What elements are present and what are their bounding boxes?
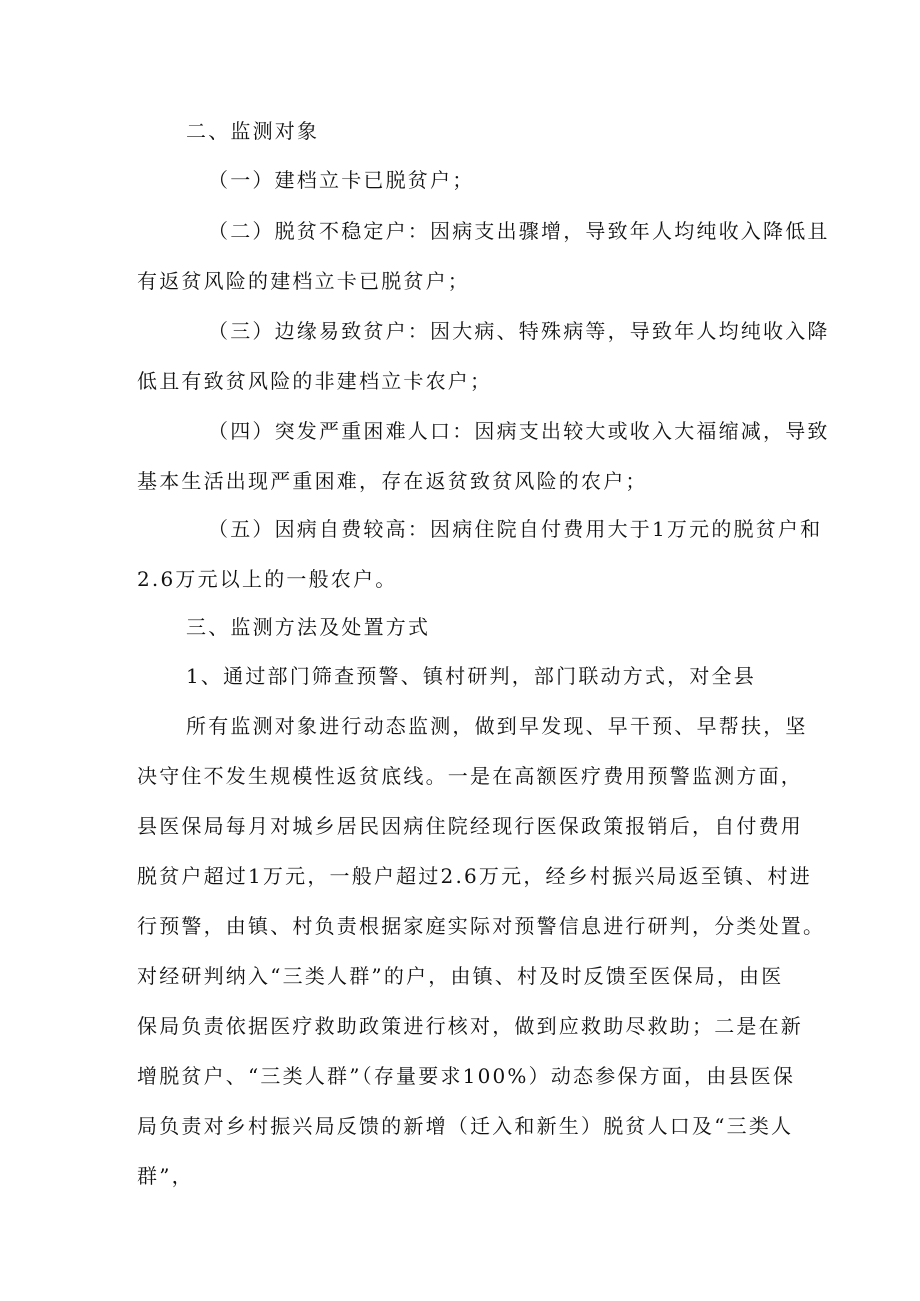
paragraph-line-2: 所有监测对象进行动态监测，做到早发现、早干预、早帮扶，坚: [186, 714, 808, 738]
paragraph-line-5: 脱贫户超过1万元，一般户超过2.6万元，经乡村振兴局返至镇、村进: [137, 864, 812, 888]
paragraph-line-10: 局负责对乡村振兴局反馈的新增（迁入和新生）脱贫人口及“三类人: [137, 1114, 794, 1138]
list-item-3-line-1: （三）边缘易致贫户：因大病、特殊病等，导致年人均纯收入降: [208, 319, 830, 343]
section-heading-monitoring-targets: 二、监测对象: [186, 119, 320, 143]
paragraph-line-7: 对经研判纳入“三类人群”的户，由镇、村及时反馈至医保局，由医: [137, 964, 784, 988]
paragraph-line-6: 行预警，由镇、村负责根据家庭实际对预警信息进行研判，分类处置。: [137, 914, 826, 938]
list-item-1: （一）建档立卡已脱贫户；: [208, 168, 475, 192]
paragraph-line-8: 保局负责依据医疗救助政策进行核对，做到应救助尽救助；二是在新: [137, 1014, 803, 1038]
list-item-5-line-2: 2.6万元以上的一般农户。: [137, 567, 398, 591]
list-item-3-line-2: 低且有致贫风险的非建档立卡农户；: [137, 369, 493, 393]
section-heading-monitoring-methods: 三、监测方法及处置方式: [186, 615, 431, 639]
list-item-2-line-1: （二）脱贫不稳定户：因病支出骤增，导致年人均纯收入降低且: [208, 219, 830, 243]
paragraph-line-1: 1、通过部门筛查预警、镇村研判，部门联动方式，对全县: [186, 664, 756, 688]
list-item-4-line-1: （四）突发严重困难人口：因病支出较大或收入大福缩减，导致: [208, 419, 830, 443]
list-item-5-line-1: （五）因病自费较高：因病住院自付费用大于1万元的脱贫户和: [208, 517, 823, 541]
paragraph-line-4: 县医保局每月对城乡居民因病住院经现行医保政策报销后，自付费用: [137, 814, 803, 838]
paragraph-line-9: 增脱贫户、“三类人群”（存量要求100%）动态参保方面，由县医保: [137, 1064, 796, 1088]
list-item-2-line-2: 有返贫风险的建档立卡已脱贫户；: [137, 269, 470, 293]
paragraph-line-11: 群”，: [137, 1164, 194, 1188]
list-item-4-line-2: 基本生活出现严重困难，存在返贫致贫风险的农户；: [137, 469, 648, 493]
paragraph-line-3: 决守住不发生规模性返贫底线。一是在高额医疗费用预警监测方面，: [137, 764, 803, 788]
